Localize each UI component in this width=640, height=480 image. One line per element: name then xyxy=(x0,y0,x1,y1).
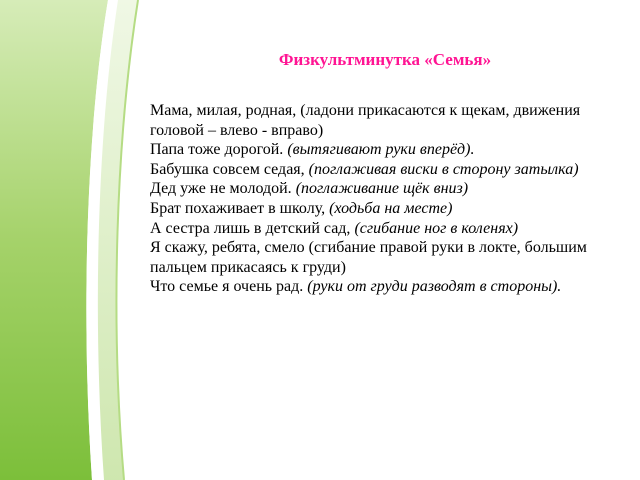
poem-text xyxy=(150,101,620,297)
poem-line xyxy=(150,277,620,297)
poem-line xyxy=(150,179,620,199)
poem-line xyxy=(150,199,620,219)
poem-line-text: Дед уже не молодой. xyxy=(150,180,296,198)
poem-line xyxy=(150,238,620,277)
poem-line-note: (поглаживание щёк вниз) xyxy=(295,180,469,198)
poem-line-text: Мама, милая, родная, (ладони прикасаются к щекам, движения головой – влево - вправо) xyxy=(150,102,581,139)
poem-line-note: (поглаживая виски в сторону затылка) xyxy=(308,160,579,178)
poem-line-note: (ходьба на месте) xyxy=(329,199,453,217)
poem-line-text: Что семье я очень рад. xyxy=(150,278,308,296)
poem-line-note: (вытягивают руки вперёд). xyxy=(287,141,475,159)
poem-line-text: Я скажу, ребята, смело (сгибание правой руки в локте, большим пальцем прикасаясь к груди) xyxy=(150,239,587,276)
poem-line xyxy=(150,101,620,140)
poem-line-note: (руки от груди разводят в стороны). xyxy=(307,278,562,296)
poem-line xyxy=(150,140,620,160)
poem-line-text: Бабушка совсем седая, xyxy=(150,160,309,178)
poem-line-text: Папа тоже дорогой. xyxy=(150,141,288,159)
poem-line xyxy=(150,219,620,239)
poem-line xyxy=(150,160,620,180)
poem-line-text: А сестра лишь в детский сад, xyxy=(150,219,355,237)
poem-line-note: (сгибание ног в коленях) xyxy=(354,219,519,237)
poem-line-text: Брат похаживает в школу, xyxy=(150,199,330,217)
slide-title: Физкультминутка «Семья» xyxy=(278,50,492,69)
